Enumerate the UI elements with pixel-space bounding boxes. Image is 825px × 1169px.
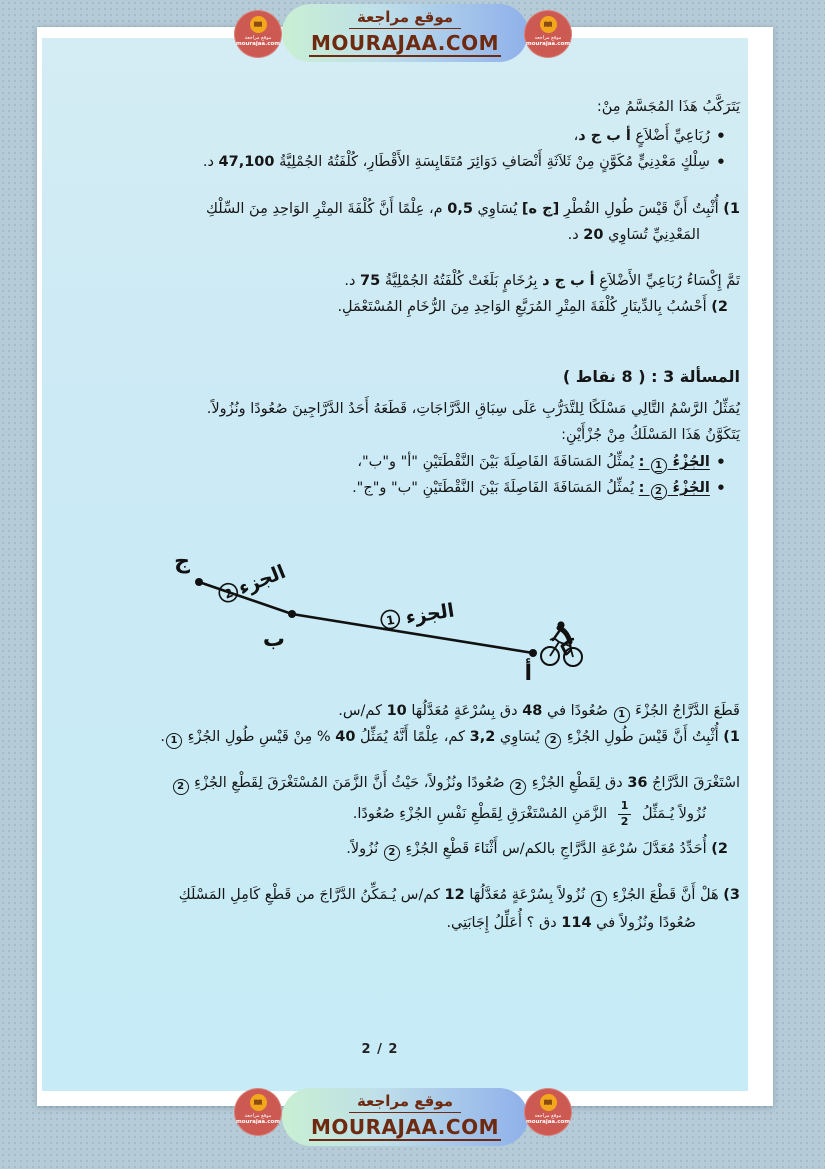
question1-line1: 1) أُثْبِتُ أَنَّ قَيْسَ طُولِ القُطْرِ [ج ه] يُسَاوِي 0,5 م، عِلْمًا أَنَّ كُلْفَةَ المِتْرِ الوَاحِدِ مِنَ السِّلْكِ	[206, 201, 740, 217]
problem3-intro1: يُمَثِّلُ الرَّسْمُ التَّالِي مَسْلَكًا لِلتَّدَرُّبِ عَلَى سِبَاقِ الدَّرَّاجَاتِ، قَطَعَهُ أَحَدُ الدَّرَّاجِينَ صُعُودًا ونُزُولاً.	[206, 401, 740, 417]
point-a-label: أ	[524, 661, 532, 686]
logo-book-icon	[250, 16, 267, 33]
p3-question3-line2: صُعُودًا ونُزُولاً في 114 دق ؟ أُعَلِّلُ إِجَابَتِي.	[446, 915, 696, 931]
marble-statement: تَمَّ إِكْسَاءُ رُبَاعِيِّ الأَضْلاَعِ أ ب ج د بِرُخَامٍ بَلَغَتْ كُلْفَتُهُ الجُمْلِيَّةُ 75 د.	[344, 273, 740, 289]
svg-text:الجزء: الجزء	[404, 599, 456, 629]
cyclist-icon	[541, 621, 582, 666]
mourajaa-logo-icon: موقع مراجعة mourajaa.com	[524, 10, 572, 58]
scanned-page	[42, 38, 748, 1091]
time-statement-line1: اسْتَغْرَقَ الدَّرَّاجُ 36 دق لِقَطْعِ الجُزْءِ 2 صُعُودًا ونُزُولاً، حَيْثُ أَنَّ الزَّمَنَ المُسْتَغْرَقَ لِقَطْعِ الجُزْءِ 2	[172, 772, 740, 795]
point-c-dot	[195, 578, 203, 586]
site-title-arabic[interactable]: موقع مراجعة	[349, 9, 461, 29]
time-statement-line2	[353, 800, 706, 828]
site-title-link[interactable]: MOURAJAA.COM	[311, 1115, 499, 1139]
question2-line: 2) أَحْسُبُ بِالدِّينَارِ كُلْفَةَ المِتْرِ المُرَبَّعِ الوَاحِدِ مِنَ الرُّخَامِ المُسْتَعْمَلِ.	[337, 299, 728, 315]
mourajaa-logo-icon: موقع مراجعة mourajaa.com	[234, 1088, 282, 1136]
ride-part1-statement: قَطَعَ الدَّرَّاجُ الجُزْءَ 1 صُعُودًا في 48 دق بِسُرْعَةٍ مُعَدَّلُهَا 10 كم/س.	[338, 700, 740, 723]
footer-banner	[282, 1088, 528, 1146]
logo-book-icon	[250, 1094, 267, 1111]
site-title-arabic[interactable]: موقع مراجعة	[349, 1093, 461, 1113]
solid-bullet-wire: ● سِلْكٍ مَعْدِنِيٍّ مُكَوَّنٍ مِنْ ثَلاَثَةِ أَنْصَافِ دَوَائِرَ مُتَقَايِسَةِ الأَقْطَارِ، كُلْفَتُهُ الجُمْلِيَّةُ 47,100 د.	[203, 150, 724, 173]
problem3-title: المسألة 3 : ( 8 نقاط )	[562, 367, 740, 386]
header-banner	[282, 4, 528, 62]
logo-book-icon	[540, 16, 557, 33]
solid-bullet-quadrilateral: ● رُبَاعِيِّ أَضْلاَعٍ أ ب ج د،	[574, 124, 724, 147]
time-line2-pre: نُزُولاً يُـمَثِّلُ	[637, 806, 706, 823]
p3-question2: 2) أُحَدِّدُ مُعَدَّلَ سُرْعَةِ الدَّرَّاجِ بالكم/س أَثْنَاءَ قَطْعِ الجُزْءِ 2 نُزُولاً.	[346, 838, 728, 861]
svg-text:الجزء: الجزء	[235, 560, 289, 600]
part1-definition: ● الجُزْءُ 1 : يُمثِّلُ المَسَافَةَ الفَاصِلَةَ بَيْنَ النَّقْطَتَيْنِ "أ" و"ب"،	[357, 450, 724, 474]
logo-book-icon	[540, 1094, 557, 1111]
part2-definition: ● الجُزْءُ 2 : يُمثِّلُ المَسَافَةَ الفَاصِلَةَ بَيْنَ النَّقْطَتَيْنِ "ب" و"ج".	[352, 476, 724, 500]
question1-line2: المَعْدِنِيِّ تُسَاوِي 20 د.	[567, 227, 700, 243]
point-b-dot	[288, 610, 296, 618]
part1-diagram-label	[380, 599, 456, 632]
svg-text:2: 2	[222, 585, 236, 602]
point-a-dot	[529, 649, 537, 657]
p3-question3-line1: 3) هَلْ أَنَّ قَطْعَ الجُزْءِ 1 نُزُولاً بِسُرْعَةٍ مُعَدَّلُهَا 12 كم/س يُـمَكِّنُ الدَّرَّاجَ من قَطْعِ كَامِلِ المَسْلَكِ	[179, 884, 740, 907]
solid-intro-line: يَتَرَكَّبُ هَذَا المُجَسَّمُ مِنْ:	[596, 99, 740, 115]
point-c-label: ج	[174, 549, 190, 574]
page-number: 2 / 2	[361, 1042, 399, 1057]
mourajaa-logo-icon: موقع مراجعة mourajaa.com	[524, 1088, 572, 1136]
time-line2-post: الزَّمَنِ المُسْتَغْرَقِ لِقَطْعِ نَفْسِ الجُزْءِ صُعُودًا.	[352, 806, 612, 823]
point-b-label: ب	[262, 627, 285, 652]
problem3-intro2: يَتَكَوَّنُ هَذَا المَسْلَكُ مِنْ جُزْأَيْنِ:	[561, 427, 740, 443]
site-title-link[interactable]: MOURAJAA.COM	[311, 31, 499, 55]
one-half-fraction: $\frac{1}{2}$	[618, 800, 632, 828]
mourajaa-logo-icon: موقع مراجعة mourajaa.com	[234, 10, 282, 58]
svg-text:1: 1	[385, 612, 396, 628]
p3-question1: 1) أُثْبِتُ أَنَّ قَيْسَ طُولِ الجُزْءِ 2 يُسَاوِي 3,2 كم، عِلْمًا أَنَّهُ يُمَثِّلُ 40 % مِنْ قَيْسِ طُولِ الجُزْءِ 1.	[160, 726, 740, 749]
